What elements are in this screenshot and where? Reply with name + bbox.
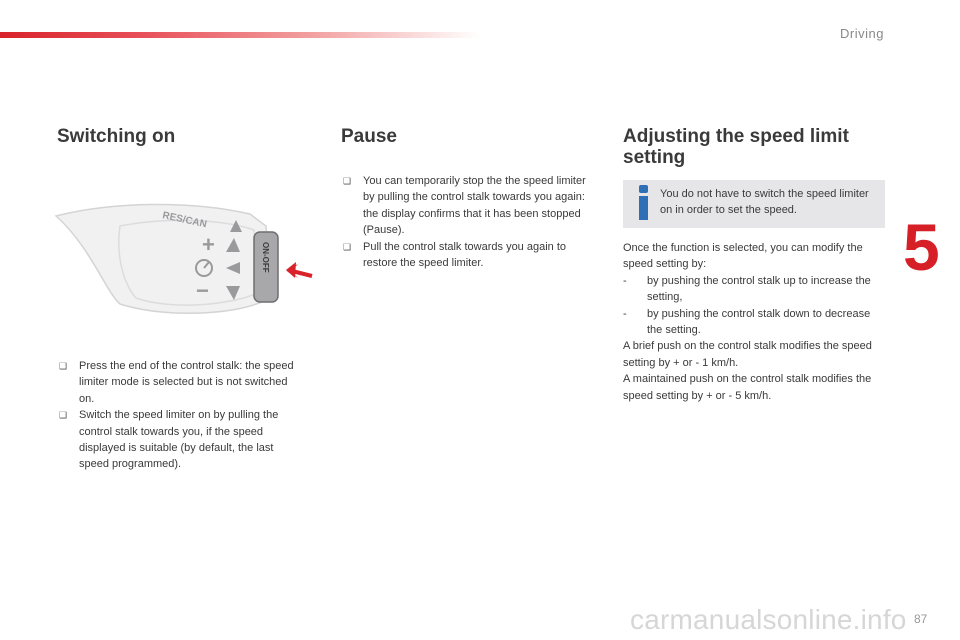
control-stalk-illustration [50, 196, 320, 326]
step-item: ❑ Pull the control stalk towards you again to restore the speed limiter. [343, 240, 567, 270]
dash-item: - by pushing the control stalk up to increase the setting, [623, 274, 871, 304]
chapter-number: 5 [903, 210, 940, 284]
info-text: You do not have to switch the speed limiter on in order to set the speed. [660, 188, 869, 217]
on-off-label: ON-OFF [261, 242, 270, 273]
info-note [623, 180, 885, 228]
header-accent-bar [0, 32, 480, 38]
checkbox-bullet-icon: ❑ [59, 361, 68, 371]
pause-column [341, 126, 601, 271]
switching-on-title: Switching on [57, 126, 176, 147]
checkbox-bullet-icon: ❑ [59, 410, 68, 421]
info-icon [636, 185, 652, 223]
step-item: ❑ Press the end of the control stalk: the speed limiter mode is selected but is not switched on. [59, 360, 294, 405]
adjusting-intro: Once the function is selected, you can modify the speed setting by: [623, 242, 863, 271]
step-item: ❑ Switch the speed limiter on by pulling the control stalk towards you, if the speed displayed is suitable (by default, the last speed programmed). [59, 409, 279, 471]
adjusting-title: Adjusting the speed limit setting [623, 126, 849, 168]
watermark: carmanualsonline.info [630, 604, 907, 635]
adjusting-column [623, 126, 885, 404]
section-header: Driving [840, 26, 884, 41]
brief-push-text: A brief push on the control stalk modifies the speed setting by + or - 1 km/h. [623, 340, 872, 369]
adjusting-body [623, 240, 885, 404]
checkbox-bullet-icon: ❑ [343, 241, 352, 252]
res-can-label: RES/CAN [161, 210, 208, 231]
minus-label: − [196, 278, 209, 303]
switching-on-steps [57, 358, 302, 473]
step-item: ❑ You can temporarily stop the the speed limiter by pulling the control stalk towards you again: the display confirms that it has been stopped (Pause). [343, 175, 586, 237]
plus-label: + [202, 232, 215, 257]
maintained-push-text: A maintained push on the control stalk modifies the speed setting by + or - 5 km/h. [623, 373, 872, 402]
pause-title: Pause [341, 126, 397, 147]
dash-item: - by pushing the control stalk down to decrease the setting. [623, 307, 871, 337]
pause-steps [341, 173, 593, 271]
checkbox-bullet-icon: ❑ [343, 176, 352, 186]
page-number: 87 [914, 612, 928, 626]
